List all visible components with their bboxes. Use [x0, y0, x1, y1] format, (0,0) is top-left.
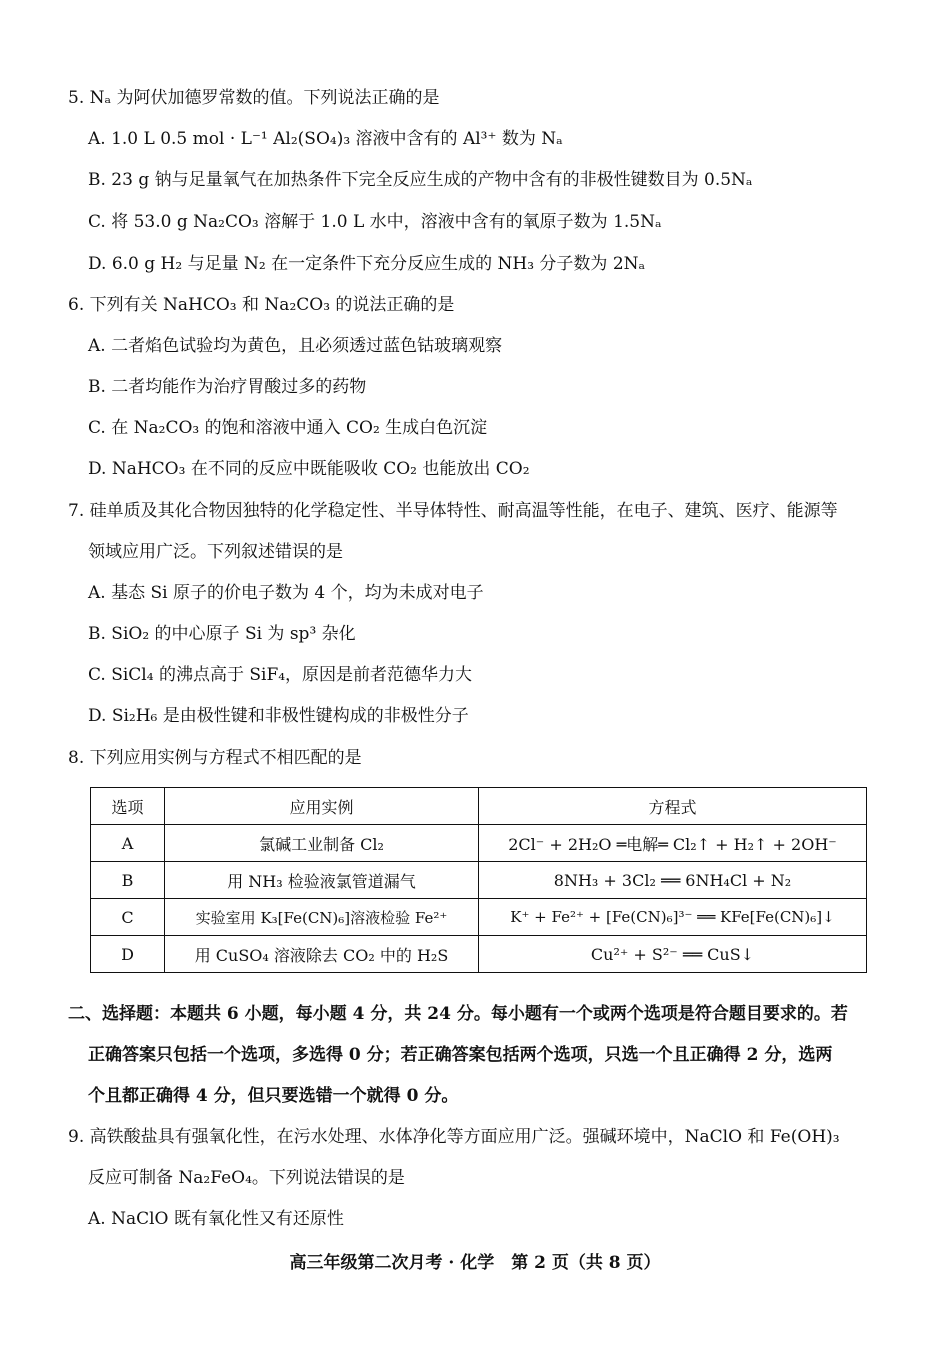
table-cell-example: 用 NH₃ 检验液氯管道漏气	[165, 862, 479, 899]
q6-stem: 6. 下列有关 NaHCO₃ 和 Na₂CO₃ 的说法正确的是	[68, 295, 455, 315]
table-cell-equation: 8NH₃ + 3Cl₂ ══ 6NH₄Cl + N₂	[479, 862, 867, 899]
table-cell-example: 实验室用 K₃[Fe(CN)₆]溶液检验 Fe²⁺	[165, 899, 479, 936]
q7-stem-line1: 7. 硅单质及其化合物因独特的化学稳定性、半导体特性、耐高温等性能，在电子、建筑、医疗、能源等	[68, 501, 838, 521]
q9-stem-line2: 反应可制备 Na₂FeO₄。下列说法错误的是	[88, 1168, 405, 1188]
table-header-equation: 方程式	[479, 788, 867, 825]
table-cell-option: D	[91, 936, 165, 973]
q7-option-c: C. SiCl₄ 的沸点高于 SiF₄，原因是前者范德华力大	[88, 665, 473, 685]
q9-option-a: A. NaClO 既有氧化性又有还原性	[88, 1209, 344, 1229]
table-cell-equation: K⁺ + Fe²⁺ + [Fe(CN)₆]³⁻ ══ KFe[Fe(CN)₆]↓	[479, 899, 867, 936]
table-header-row	[91, 788, 867, 825]
table-cell-equation: 2Cl⁻ + 2H₂O ═电解═ Cl₂↑ + H₂↑ + 2OH⁻	[479, 825, 867, 862]
section2-line1: 二、选择题：本题共 6 小题，每小题 4 分，共 24 分。每小题有一个或两个选项是符合题目要求的。若	[68, 1004, 848, 1024]
q7-stem-line2: 领域应用广泛。下列叙述错误的是	[88, 542, 343, 562]
table-header-example: 应用实例	[165, 788, 479, 825]
table-cell-example: 氯碱工业制备 Cl₂	[165, 825, 479, 862]
table-row	[91, 936, 867, 973]
table-cell-option: A	[91, 825, 165, 862]
q5-stem: 5. Nₐ 为阿伏加德罗常数的值。下列说法正确的是	[68, 88, 440, 108]
q7-option-a: A. 基态 Si 原子的价电子数为 4 个，均为未成对电子	[88, 583, 484, 603]
q6-option-c: C. 在 Na₂CO₃ 的饱和溶液中通入 CO₂ 生成白色沉淀	[88, 418, 488, 438]
q7-option-d: D. Si₂H₆ 是由极性键和非极性键构成的非极性分子	[88, 706, 469, 726]
q6-option-a: A. 二者焰色试验均为黄色，且必须透过蓝色钴玻璃观察	[88, 336, 503, 356]
table-row	[91, 825, 867, 862]
q8-table	[90, 787, 867, 973]
q6-option-d: D. NaHCO₃ 在不同的反应中既能吸收 CO₂ 也能放出 CO₂	[88, 459, 530, 479]
q8-stem: 8. 下列应用实例与方程式不相匹配的是	[68, 748, 362, 768]
q7-option-b: B. SiO₂ 的中心原子 Si 为 sp³ 杂化	[88, 624, 356, 644]
table-row	[91, 899, 867, 936]
table-cell-equation: Cu²⁺ + S²⁻ ══ CuS↓	[479, 936, 867, 973]
table-row	[91, 862, 867, 899]
q6-option-b: B. 二者均能作为治疗胃酸过多的药物	[88, 377, 367, 397]
section2-line3: 个且都正确得 4 分，但只要选错一个就得 0 分。	[88, 1086, 459, 1106]
q5-option-a: A. 1.0 L 0.5 mol · L⁻¹ Al₂(SO₄)₃ 溶液中含有的 Al³⁺ 数为 Nₐ	[88, 129, 563, 149]
q9-stem-line1: 9. 高铁酸盐具有强氧化性，在污水处理、水体净化等方面应用广泛。强碱环境中，NaClO 和 Fe(OH)₃	[68, 1127, 840, 1147]
page-footer: 高三年级第二次月考 · 化学 第 2 页（共 8 页）	[289, 1253, 661, 1273]
table-header-option: 选项	[91, 788, 165, 825]
table-cell-example: 用 CuSO₄ 溶液除去 CO₂ 中的 H₂S	[165, 936, 479, 973]
q5-option-c: C. 将 53.0 g Na₂CO₃ 溶解于 1.0 L 水中，溶液中含有的氧原子数为 1.5Nₐ	[88, 212, 662, 232]
table-cell-option: C	[91, 899, 165, 936]
table-cell-option: B	[91, 862, 165, 899]
section2-line2: 正确答案只包括一个选项，多选得 0 分；若正确答案包括两个选项，只选一个且正确得 2 分，选两	[88, 1045, 833, 1065]
q5-option-d: D. 6.0 g H₂ 与足量 N₂ 在一定条件下充分反应生成的 NH₃ 分子数为 2Nₐ	[88, 254, 646, 274]
q5-option-b: B. 23 g 钠与足量氧气在加热条件下完全反应生成的产物中含有的非极性键数目为 0.5Nₐ	[88, 170, 753, 190]
